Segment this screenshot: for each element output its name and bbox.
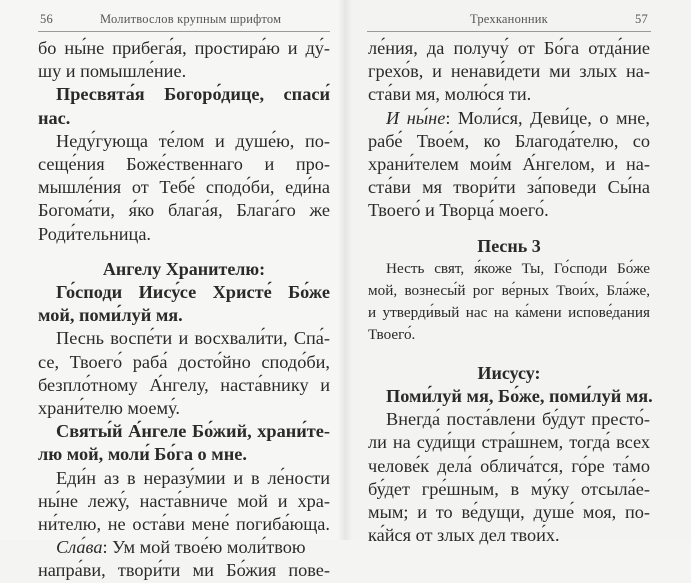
text-line: се, Твоего́ раба́ досто́йно сподо́би,: [38, 351, 330, 372]
text-line: Пресвята́я Богоро́дице, спаси́: [56, 84, 330, 105]
header-rule: [367, 31, 651, 32]
text-span: : Ум мой твое́ю моли́твою: [102, 537, 306, 558]
running-title: Трехканонник: [470, 12, 548, 26]
text-line: бу́дет гре́шным, в му́ку отсыла́е-: [368, 478, 650, 499]
running-title: Молитвослов крупным шрифтом: [100, 12, 282, 26]
text-line: челове́к дела́ облича́тся, го́ре та́мо: [368, 455, 650, 476]
section-heading: Иисусу:: [477, 362, 541, 383]
text-line: Твоего́ и Творца́ моего́.: [368, 200, 549, 221]
book-gutter: [338, 0, 352, 540]
text-line: бо ны́не прибега́я, простира́ю и ду́-: [38, 38, 330, 58]
text-line: сеще́ния Боже́ственнаго и про-: [38, 154, 330, 175]
italic-label: И ны́не: [386, 107, 446, 128]
text-line: лю мой, моли́ Бо́га о мне.: [38, 444, 247, 465]
text-line: мой, поми́луй мя.: [38, 305, 183, 326]
text-line: напра́ви, твори́ти ми Бо́жия пове-: [38, 560, 330, 581]
italic-label: Сла́ва: [56, 537, 103, 558]
text-line: Неду́гующа те́лом и душе́ю, по-: [56, 130, 330, 151]
text-line: Твоего́.: [368, 325, 416, 343]
header-rule: [38, 31, 330, 32]
text-line: Еди́н аз в неразу́мии и в ле́ности: [56, 467, 330, 488]
left-text: [38, 37, 330, 583]
text-line: Роди́тельница.: [38, 223, 152, 244]
text-line: шу и помышле́ние.: [38, 61, 187, 82]
text-span: : Моли́ся, Деви́це, о мне,: [445, 107, 650, 128]
left-page: [0, 0, 345, 581]
right-page: [345, 0, 691, 546]
text-line: мым; и то ве́дущи, душе́ моя, по-: [368, 502, 650, 523]
text-line: рабе́ Твое́м, ко Благода́телю, со: [368, 130, 650, 151]
text-line: Несть свят, я́коже Ты, Го́споди Бо́же: [386, 259, 650, 277]
text-line: ста́ви мя твори́ти за́поведи Сы́на: [368, 177, 650, 198]
text-line: Богома́ти, я́ко блага́я, Блага́го же: [38, 200, 330, 221]
right-text: [368, 37, 653, 547]
text-line: грехо́в, и ненави́дети ми злых на-: [368, 61, 650, 82]
text-line: ли на суди́щи стра́шнем, тогда́ всех: [368, 432, 650, 453]
text-line: [368, 107, 650, 130]
page-number: 56: [40, 12, 53, 26]
text-line: Го́споди Иису́се Христе́ Бо́же: [56, 282, 330, 303]
text-line: ны́не лежу́, наста́вниче мой и хра-: [38, 490, 330, 511]
text-line: ле́ния, да получу́ от Бо́га отда́ние: [368, 38, 650, 58]
text-line: мой, вознесы́й рог ве́рных Твои́х, Бла́же,: [368, 281, 650, 299]
text-line: и утверди́вый нас на ка́мени испове́дания: [368, 303, 650, 321]
page-number: 57: [635, 12, 648, 26]
text-line: храни́телю моему́.: [38, 398, 180, 419]
text-line: Внегда́ поста́влени бу́дут престо́-: [386, 409, 650, 430]
text-line: ни́телю, не оста́ви мене́ погиба́юща.: [38, 514, 330, 535]
section-heading: Ангелу Хранителю:: [102, 258, 266, 279]
text-line: безпло́тному А́нгелу, наста́внику и: [38, 374, 330, 395]
text-line: мышле́ния от Тебе́ сподо́би, еди́на: [38, 177, 330, 198]
text-line: ста́ви мя, молю́ся ти.: [368, 84, 532, 105]
text-line: ка́йся от злых дел твои́х.: [368, 525, 560, 546]
text-line: Песнь воспе́ти и восхвали́ти, Спа́-: [56, 328, 330, 349]
text-line: Поми́луй мя, Бо́же, поми́луй мя.: [386, 386, 653, 407]
text-line: храни́телем мои́м А́нгелом, и на-: [368, 154, 650, 175]
text-line: нас.: [38, 107, 71, 128]
text-line: Святы́й А́нгеле Бо́жий, храни́те-: [56, 421, 330, 442]
section-heading: Песнь 3: [477, 235, 541, 256]
